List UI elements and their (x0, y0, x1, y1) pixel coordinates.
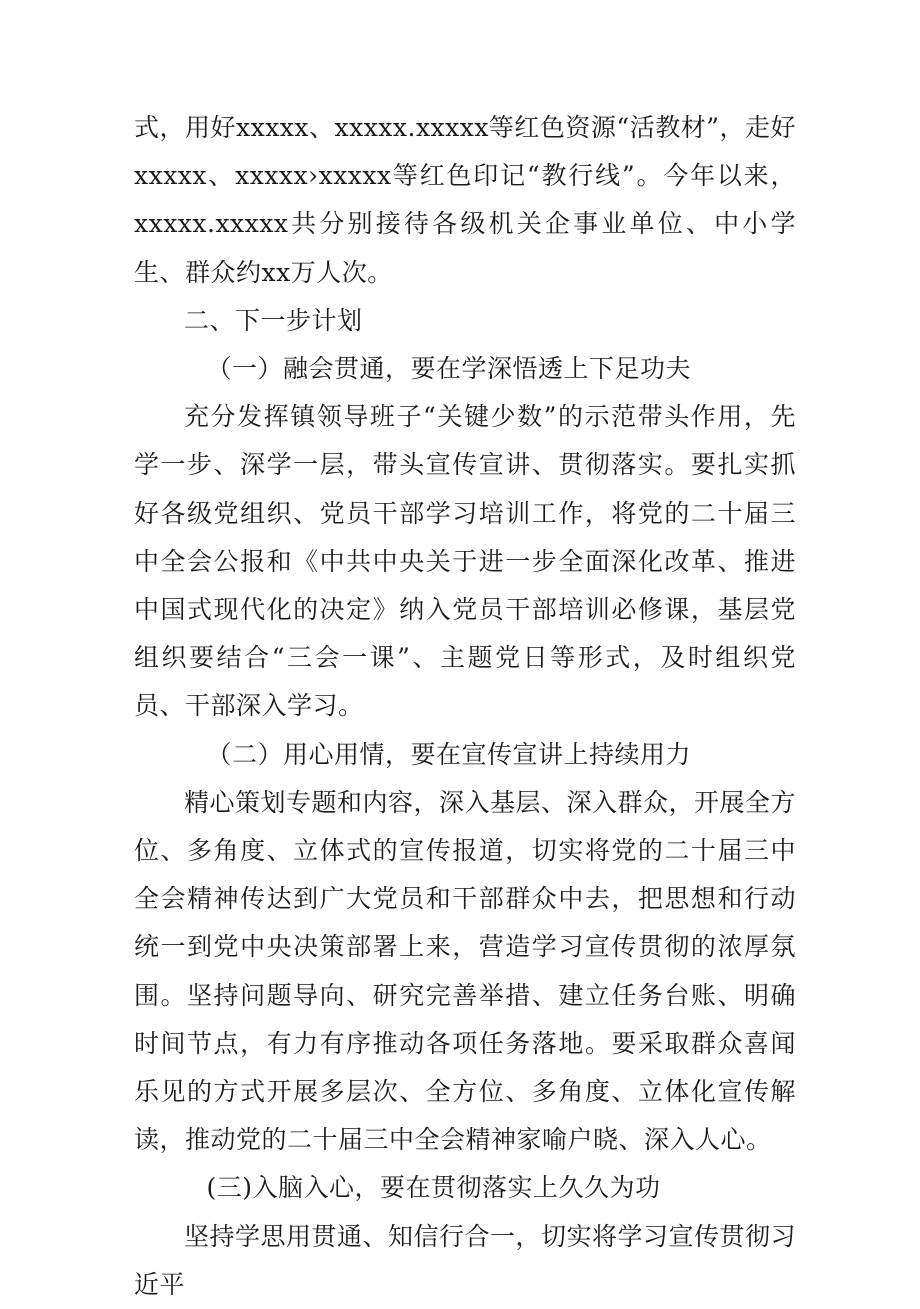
subheading-1: （一）融会贯通，要在学深悟透上下足功夫 (206, 354, 692, 384)
paragraph-2: 精心策划专题和内容，深入基层、深入群众，开展全方位、多角度、立体式的宣传报道，切实将党的二十届三中全会精神传达到广大党员和干部群众中去，把思想和行动统一到党中央决策部署上来，营造学习宣传贯彻的浓厚氛围。坚持问题导向、研究完善举措、建立任务台账、明确时间节点，有力有序推动各项任务落地。要采取群众喜闻乐见的方式开展多层次、全方位、多角度、立体化宣传解读，推动党的二十届三中全会精神家喻户晓、深入人心。 (134, 787, 797, 1155)
paragraph-red-resources: 式，用好xxxxx、xxxxx.xxxxx等红色资源“活教材”，走好xxxxx、xxxxx›xxxxx等红色印记“教行线”。今年以来，xxxxx.xxxxx共分别接待各级机关企事业单位、中小学生、群众约xx万人次。 (134, 113, 796, 287)
document-body (134, 104, 796, 1309)
paragraph-3: 坚持学思用贯通、知信行合一，切实将学习宣传贯彻习近平 (134, 1221, 797, 1299)
section-heading-next-plan: 二、下一步计划 (184, 305, 363, 335)
subheading-3: (三)入脑入心，要在贯彻落实上久久为功 (206, 1173, 661, 1203)
subheading-2: （二）用心用情，要在宣传宣讲上持续用力 (206, 739, 692, 769)
paragraph-1: 充分发挥镇领导班子“关键少数”的示范带头作用，先学一步、深学一层，带头宣传宣讲、贯彻落实。要扎实抓好各级党组织、党员干部学习培训工作，将党的二十届三中全会公报和《中共中央关于进一步全面深化改革、推进中国式现代化的决定》纳入党员干部培训必修课，基层党组织要结合“三会一课”、主题党日等形式，及时组织党员、干部深入学习。 (134, 402, 796, 721)
